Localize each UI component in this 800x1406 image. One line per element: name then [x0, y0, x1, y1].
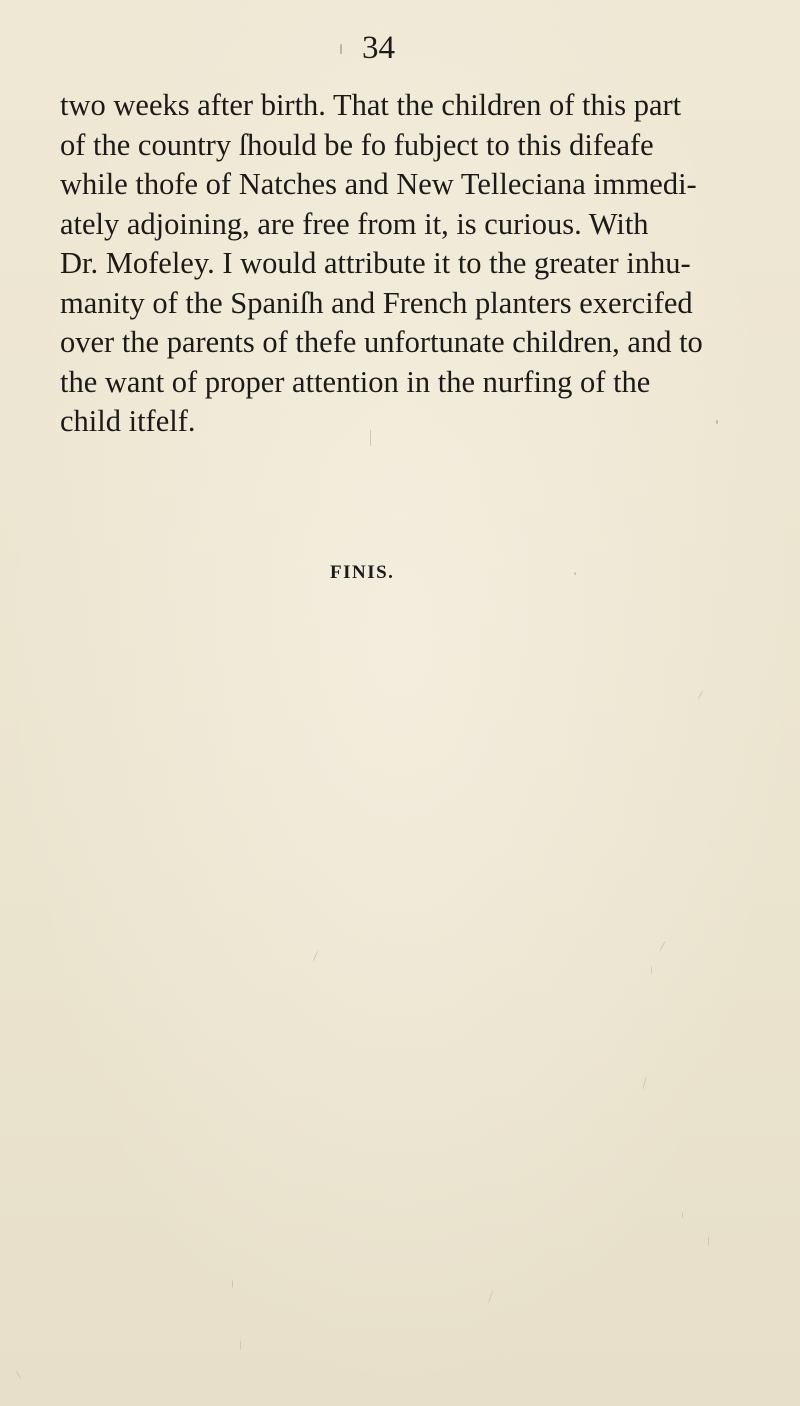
page-number: 34: [362, 30, 395, 66]
speck: [574, 572, 576, 575]
text-line: the want of proper attention in the nurfing of the: [60, 364, 651, 399]
speck: [232, 1280, 233, 1288]
speck: [716, 420, 718, 424]
finis-label: FINIS.: [330, 562, 395, 583]
text-line: child itfelf.: [60, 404, 196, 438]
speck: [488, 1290, 494, 1303]
speck: [698, 690, 704, 699]
speck: [313, 950, 319, 961]
speck: [642, 1076, 647, 1090]
text-line: Dr. Mofeley. I would attribute it to the greater inhu-: [60, 246, 691, 280]
text-line: manity of the Spaniſh and French planters exercifed: [60, 285, 693, 320]
text-line: of the country ſhould be fo fubject to this difeafe: [60, 127, 654, 162]
speck: [370, 430, 371, 446]
speck: [240, 1340, 241, 1350]
speck: [659, 941, 666, 952]
text-line: ately adjoining, are free from it, is curious. With: [60, 206, 649, 241]
speck: [16, 1370, 22, 1379]
speck: [340, 44, 342, 54]
speck: [682, 1212, 683, 1218]
text-line: while thofe of Natches and New Telleciana immedi-: [60, 167, 697, 201]
text-line: two weeks after birth. That the children of this part: [60, 88, 682, 122]
speck: [708, 1236, 709, 1246]
body-text: [60, 86, 750, 442]
speck: [651, 966, 652, 974]
text-line: over the parents of thefe unfortunate children, and to: [60, 325, 703, 359]
